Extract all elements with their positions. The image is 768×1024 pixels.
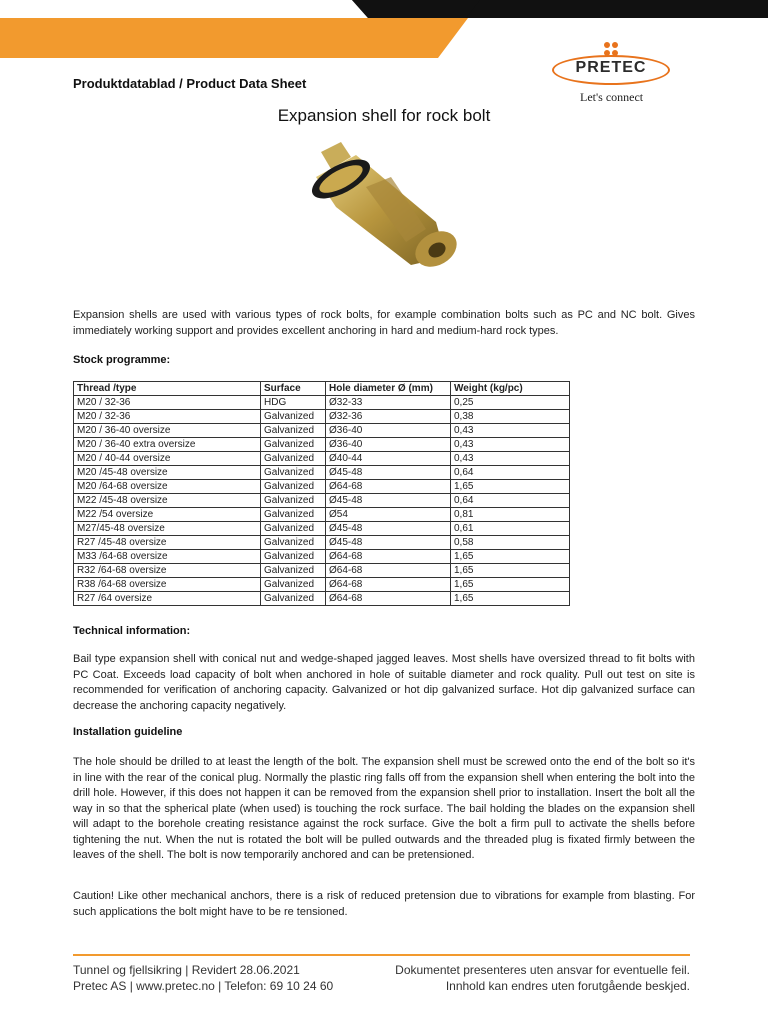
footer-left-line1: Tunnel og fjellsikring | Revidert 28.06.2021 <box>73 963 300 977</box>
table-cell: M20 / 40-44 oversize <box>74 452 261 466</box>
column-header: Hole diameter Ø (mm) <box>326 382 451 396</box>
table-cell: 0,61 <box>451 522 570 536</box>
table-cell: Ø32-36 <box>326 410 451 424</box>
table-row <box>74 592 570 606</box>
table-row <box>74 508 570 522</box>
table-cell: 0,81 <box>451 508 570 522</box>
table-cell: M20 /45-48 oversize <box>74 466 261 480</box>
column-header: Thread /type <box>74 382 261 396</box>
table-cell: Ø40-44 <box>326 452 451 466</box>
table-cell: R32 /64-68 oversize <box>74 564 261 578</box>
footer-divider <box>73 954 690 956</box>
technical-heading: Technical information: <box>73 625 191 637</box>
table-cell: Galvanized <box>261 550 326 564</box>
table-cell: M20 /64-68 oversize <box>74 480 261 494</box>
stock-heading: Stock programme: <box>73 354 171 366</box>
table-cell: Ø45-48 <box>326 494 451 508</box>
table-cell: Galvanized <box>261 452 326 466</box>
table-cell: R27 /45-48 oversize <box>74 536 261 550</box>
column-header: Surface <box>261 382 326 396</box>
installation-paragraph: The hole should be drilled to at least the length of the bolt. The expansion shell must be screwed onto the end of the bolt so it's in line with the rear of the conical plug. Normally the plastic ring falls off from the expansion shell when entering the bolt into the drill hole. However, if this does not happen it can be removed from the expansion shell prior to installation. Insert the bolt all the way in so that the spherical plate (when used) is touching the rock surface. The bail holding the blades on the expansion shell will adapt to the borehole creating resistance against the rock surface. Give the bolt a firm pull to activate the shells before tightening the nut. When the nut is rotated the bolt will be pulled outwards and the threaded plug is fixated firmly between the leaves of the shell. The bolt is now temporarily anchored and can be pretensioned. <box>73 756 695 861</box>
footer-right <box>395 962 690 994</box>
table-cell: Galvanized <box>261 508 326 522</box>
table-row <box>74 396 570 410</box>
table-row <box>74 564 570 578</box>
table-cell: HDG <box>261 396 326 410</box>
table-cell: Ø64-68 <box>326 592 451 606</box>
table-cell: Ø36-40 <box>326 424 451 438</box>
table-cell: M22 /54 oversize <box>74 508 261 522</box>
table-row <box>74 466 570 480</box>
table-row <box>74 536 570 550</box>
table-row <box>74 480 570 494</box>
table-cell: Ø64-68 <box>326 578 451 592</box>
logo-text: PRETEC <box>575 59 647 76</box>
table-row <box>74 578 570 592</box>
table-cell: Galvanized <box>261 536 326 550</box>
table-cell: Ø32-33 <box>326 396 451 410</box>
table-cell: Ø54 <box>326 508 451 522</box>
tagline: Let's connect <box>580 90 644 104</box>
table-cell: Galvanized <box>261 522 326 536</box>
table-cell: 0,43 <box>451 438 570 452</box>
table-cell: 1,65 <box>451 550 570 564</box>
table-cell: Ø64-68 <box>326 564 451 578</box>
table-cell: M20 / 36-40 oversize <box>74 424 261 438</box>
table-header-row <box>74 382 570 396</box>
table-cell: Ø45-48 <box>326 466 451 480</box>
table-row <box>74 550 570 564</box>
caution-paragraph: Caution! Like other mechanical anchors, there is a risk of reduced pretension due to vibrations for example from blasting. For such applications the bolt might have to be re tensioned. <box>73 890 695 918</box>
page-title: Expansion shell for rock bolt <box>277 106 491 125</box>
table-cell: 0,43 <box>451 424 570 438</box>
table-cell: 0,58 <box>451 536 570 550</box>
table-cell: R27 /64 oversize <box>74 592 261 606</box>
footer-right-line2: Innhold kan endres uten forutgående beskjed. <box>445 979 690 993</box>
table-row <box>74 494 570 508</box>
table-cell: Galvanized <box>261 438 326 452</box>
table-row <box>74 424 570 438</box>
table-cell: 1,65 <box>451 578 570 592</box>
installation-heading: Installation guideline <box>73 726 183 738</box>
table-cell: M33 /64-68 oversize <box>74 550 261 564</box>
table-cell: 1,65 <box>451 592 570 606</box>
technical-paragraph: Bail type expansion shell with conical nut and wedge-shaped jagged leaves. Most shells have oversized thread to fit bolts with PC Coat. Exceeds load capacity of bolt when anchored in hole of suitable diameter and rock quality. Pull out test on site is recommended for verification of anchoring capacity. Galvanized or hot dip galvanized surface. Hot dip galvanized surface can decrease the anchoring capacity negatively. <box>73 653 695 712</box>
table-cell: Galvanized <box>261 410 326 424</box>
document-type: Produktdatablad / Product Data Sheet <box>73 76 307 91</box>
table-row <box>74 452 570 466</box>
table-cell: Ø64-68 <box>326 550 451 564</box>
table-cell: M27/45-48 oversize <box>74 522 261 536</box>
table-row <box>74 522 570 536</box>
table-cell: M22 /45-48 oversize <box>74 494 261 508</box>
footer-right-line1: Dokumentet presenteres uten ansvar for eventuelle feil. <box>395 963 690 977</box>
table-cell: Ø45-48 <box>326 536 451 550</box>
table-cell: Ø64-68 <box>326 480 451 494</box>
table-cell: Galvanized <box>261 564 326 578</box>
table-cell: 1,65 <box>451 564 570 578</box>
stock-table <box>73 381 570 606</box>
table-cell: M20 / 32-36 <box>74 410 261 424</box>
table-row <box>74 438 570 452</box>
table-cell: 0,64 <box>451 466 570 480</box>
intro-paragraph: Expansion shells are used with various types of rock bolts, for example combination bolts such as PC and NC bolt. Gives immediately working support and provides excellent anchoring in hard and medium-hard rock types. <box>73 309 695 337</box>
column-header: Weight (kg/pc) <box>451 382 570 396</box>
table-cell: Galvanized <box>261 466 326 480</box>
table-cell: Galvanized <box>261 592 326 606</box>
table-cell: Ø45-48 <box>326 522 451 536</box>
table-cell: 1,65 <box>451 480 570 494</box>
table-cell: M20 / 32-36 <box>74 396 261 410</box>
table-cell: Galvanized <box>261 424 326 438</box>
footer-left-line2: Pretec AS | www.pretec.no | Telefon: 69 10 24 60 <box>73 979 334 993</box>
table-cell: M20 / 36-40 extra oversize <box>74 438 261 452</box>
table-cell: 0,25 <box>451 396 570 410</box>
table-cell: Galvanized <box>261 494 326 508</box>
table-cell: R38 /64-68 oversize <box>74 578 261 592</box>
table-cell: 0,38 <box>451 410 570 424</box>
table-cell: Galvanized <box>261 578 326 592</box>
expansion-shell-image <box>296 137 466 282</box>
table-cell: 0,64 <box>451 494 570 508</box>
footer-left <box>73 962 333 994</box>
table-row <box>74 410 570 424</box>
table-cell: 0,43 <box>451 452 570 466</box>
table-cell: Galvanized <box>261 480 326 494</box>
table-cell: Ø36-40 <box>326 438 451 452</box>
